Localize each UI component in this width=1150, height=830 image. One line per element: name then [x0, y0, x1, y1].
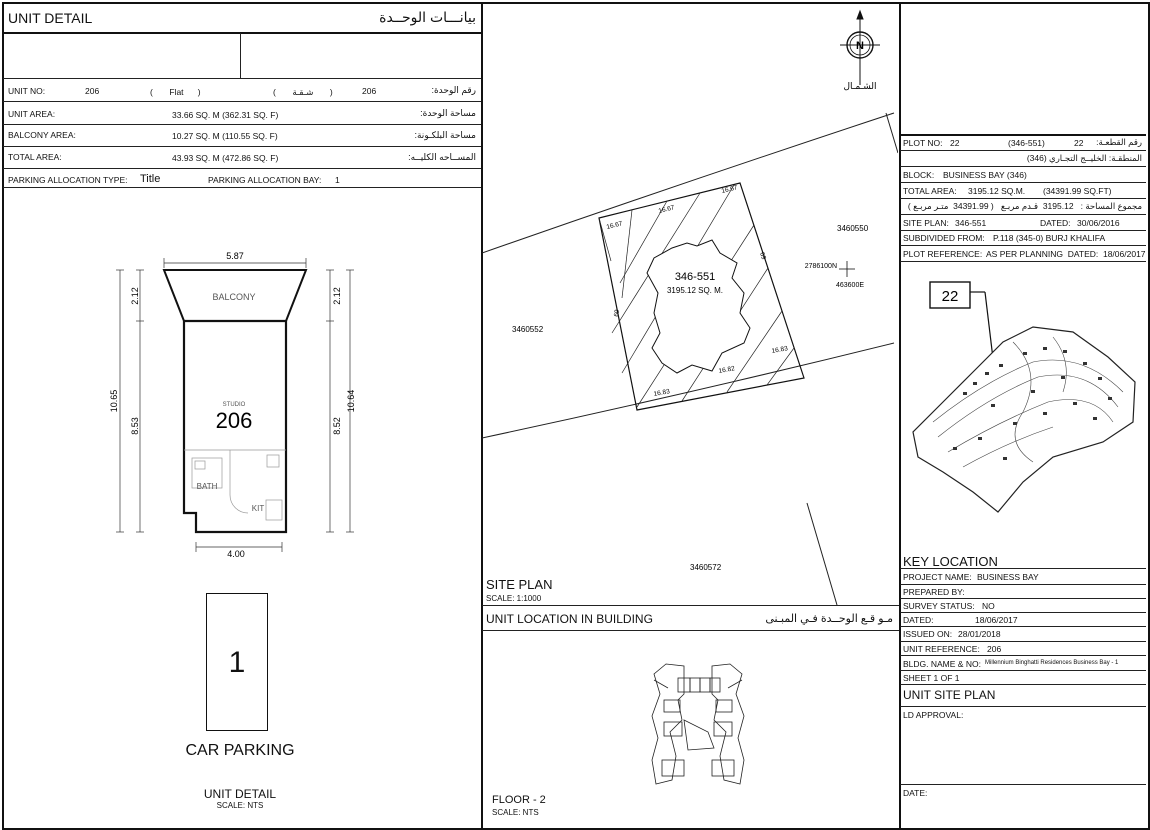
- dated-value: 18/06/2017: [975, 615, 1018, 625]
- site-plan-scale: SCALE: 1:1000: [486, 594, 542, 603]
- survey-status-label: SURVEY STATUS:: [903, 601, 975, 611]
- dim-5: 69: [613, 309, 622, 318]
- divider: [900, 584, 1146, 585]
- divider: [900, 684, 1146, 685]
- unit-area-label-ar: مساحة الوحدة:: [420, 108, 476, 118]
- dim-2: 16.67: [657, 204, 676, 215]
- unit-site-plan-label: UNIT SITE PLAN: [903, 688, 996, 702]
- balcony-area-label-ar: مساحة البلكـونة:: [414, 130, 476, 140]
- kit-label: KIT: [251, 504, 265, 513]
- plot-no-ref: (346-551): [1008, 138, 1045, 148]
- site-plan-date: 30/06/2016: [1077, 218, 1120, 228]
- key-location-title: KEY LOCATION: [903, 554, 998, 569]
- unit-no-value-ar: 206: [362, 86, 377, 96]
- plot-total-area-label: TOTAL AREA:: [903, 186, 957, 196]
- floor-scale: SCALE: NTS: [492, 808, 539, 817]
- plot-label: 346-551: [674, 271, 716, 283]
- site-plan: [482, 3, 898, 605]
- unit-detail-title: UNIT DETAIL: [8, 10, 93, 26]
- site-plan-caption: SITE PLAN: [486, 577, 553, 592]
- unit-no-label: UNIT NO:: [8, 86, 46, 96]
- plot-total-area-ar: مجموع المساحة : 3195.12 قـدم مربـع ( 34391.99 متـر مربـع ): [907, 201, 1142, 211]
- divider: [900, 134, 1146, 136]
- divider: [3, 146, 481, 147]
- site-plan-value: 346-551: [955, 218, 987, 228]
- divider: [900, 214, 1146, 215]
- north-label: N: [856, 40, 864, 52]
- plot-no-label: PLOT NO:: [903, 138, 943, 148]
- divider: [900, 612, 1146, 613]
- dim-1: 16.67: [605, 220, 624, 231]
- north-label-ar: الشـمـال: [843, 81, 877, 91]
- dated-label: DATED:: [903, 615, 934, 625]
- bldg-name-value: Millennium Binghatti Residences Business Bay - 1: [985, 660, 1119, 666]
- balcony-area-value: 10.27 SQ. M (110.55 SQ. F): [172, 131, 278, 141]
- divider: [900, 784, 1146, 785]
- key-location-map: [903, 272, 1145, 522]
- dim-8: 16.83: [653, 388, 671, 398]
- divider: [900, 568, 1146, 569]
- dim-left-inner-text: 8.53: [130, 417, 140, 435]
- divider: [482, 630, 899, 631]
- divider: [900, 150, 1146, 151]
- divider: [900, 198, 1146, 199]
- divider: [3, 168, 481, 169]
- unit-no-label-ar: رقم الوحدة:: [431, 85, 476, 95]
- survey-status-value: NO: [982, 601, 995, 611]
- car-parking-caption: CAR PARKING: [185, 742, 295, 759]
- divider: [3, 187, 481, 188]
- divider: [900, 641, 1146, 642]
- neighbor-3: 3460572: [690, 563, 722, 572]
- bldg-name-label: BLDG. NAME & NO:: [903, 659, 981, 669]
- parking-bay-label: PARKING ALLOCATION BAY:: [208, 175, 322, 185]
- unit-type: ( Flat ): [150, 87, 201, 97]
- divider: [900, 706, 1146, 707]
- divider: [900, 230, 1146, 231]
- total-area-label: TOTAL AREA:: [8, 152, 62, 162]
- approval-date-label: DATE:: [903, 788, 928, 798]
- site-plan-dated-label: DATED:: [1040, 218, 1071, 228]
- divider: [900, 166, 1146, 167]
- unit-number-label: 206: [215, 408, 253, 433]
- divider: [240, 33, 241, 78]
- dim-right-outer-text: 10.64: [346, 389, 356, 413]
- dim-6: 16.83: [771, 345, 789, 355]
- plot-ref-label: PLOT REFERENCE:: [903, 249, 983, 259]
- studio-label: STUDIO: [222, 402, 246, 408]
- plot-total-area-sqft: (34391.99 SQ.FT): [1043, 186, 1112, 196]
- unit-location-title: UNIT LOCATION IN BUILDING: [486, 612, 653, 626]
- unit-detail-caption: UNIT DETAIL: [203, 787, 277, 801]
- dim-left-top-text: 2.12: [130, 287, 140, 305]
- neighbor-2: 3460552: [512, 325, 544, 334]
- unit-location-title-ar: مـو قـع الوحــدة فـي المبـنى: [765, 613, 893, 625]
- divider: [3, 124, 481, 125]
- unit-type-ar: ( شـقـة ): [273, 87, 333, 97]
- coord-e: 463600E: [835, 282, 865, 289]
- unit-area-label: UNIT AREA:: [8, 109, 56, 119]
- unit-detail-title-ar: بيانـــات الوحــدة: [379, 9, 476, 25]
- building-floor-diagram: [648, 660, 748, 792]
- dim-bottom-text: 4.00: [227, 549, 245, 559]
- bath-label: BATH: [196, 482, 218, 491]
- divider: [900, 261, 1146, 262]
- parking-bay-number: 1: [228, 646, 246, 679]
- divider: [482, 605, 899, 606]
- project-name-label: PROJECT NAME:: [903, 572, 972, 582]
- dim-3: 16.67: [720, 184, 739, 195]
- issued-on-label: ISSUED ON:: [903, 629, 953, 639]
- project-name-value: BUSINESS BAY: [977, 572, 1039, 582]
- divider: [900, 598, 1146, 599]
- unit-reference-value: 206: [987, 644, 1002, 654]
- subdivided-label: SUBDIVIDED FROM:: [903, 233, 985, 243]
- area-label-ar: المنطقـة: الخليــج التجـاري (346): [1026, 153, 1142, 163]
- plot-no-label-ar: رقم القطعـة:: [1096, 137, 1142, 147]
- prepared-by-label: PREPARED BY:: [903, 587, 965, 597]
- balcony-area-label: BALCONY AREA:: [8, 130, 76, 140]
- plot-total-area-sqm: 3195.12 SQ.M.: [968, 186, 1026, 196]
- divider: [900, 182, 1146, 183]
- total-area-label-ar: المســاحه الكليــه:: [408, 152, 476, 162]
- unit-no-value: 206: [85, 86, 100, 96]
- ld-approval-label: LD APPROVAL:: [903, 710, 964, 720]
- dim-right-inner-text: 8.52: [332, 417, 342, 435]
- site-plan-label: SITE PLAN:: [903, 218, 949, 228]
- divider: [900, 655, 1146, 656]
- parking-type-value: Title: [140, 173, 161, 185]
- neighbor-1: 3460550: [837, 224, 869, 233]
- divider: [900, 670, 1146, 671]
- plot-ref-value: AS PER PLANNING DATED: 18/06/2017: [986, 249, 1146, 259]
- key-plot-number: 22: [941, 288, 959, 305]
- divider: [3, 101, 481, 102]
- dim-4: 69: [758, 251, 767, 261]
- plot-area: 3195.12 SQ. M.: [666, 286, 724, 295]
- dim-top-text: 5.87: [226, 251, 244, 261]
- divider: [900, 626, 1146, 627]
- balcony-label: BALCONY: [212, 292, 256, 302]
- unit-reference-label: UNIT REFERENCE:: [903, 644, 980, 654]
- divider: [3, 32, 481, 34]
- block-value: BUSINESS BAY (346): [943, 170, 1027, 180]
- divider: [900, 245, 1146, 246]
- frame-divider-right: [899, 2, 901, 828]
- unit-detail-scale: SCALE: NTS: [216, 801, 264, 810]
- divider: [3, 78, 481, 79]
- block-label: BLOCK:: [903, 170, 935, 180]
- unit-floor-plan: [100, 245, 370, 565]
- unit-area-value: 33.66 SQ. M (362.31 SQ. F): [172, 110, 279, 120]
- plot-no-value: 22: [950, 138, 960, 148]
- plot-no-value-ar: 22: [1074, 138, 1084, 148]
- dim-left-outer-text: 10.65: [109, 389, 119, 413]
- issued-on-value: 28/01/2018: [958, 629, 1001, 639]
- total-area-value: 43.93 SQ. M (472.86 SQ. F): [172, 153, 279, 163]
- dim-7: 16.82: [718, 365, 736, 375]
- coord-n: 2786100N: [804, 263, 837, 270]
- floor-label: FLOOR - 2: [492, 794, 546, 806]
- parking-type-label: PARKING ALLOCATION TYPE:: [8, 175, 128, 185]
- sheet-label: SHEET 1 OF 1: [903, 673, 960, 683]
- subdivided-value: P.118 (345-0) BURJ KHALIFA: [993, 233, 1106, 243]
- parking-bay-value: 1: [335, 175, 340, 185]
- dim-right-top-text: 2.12: [332, 287, 342, 305]
